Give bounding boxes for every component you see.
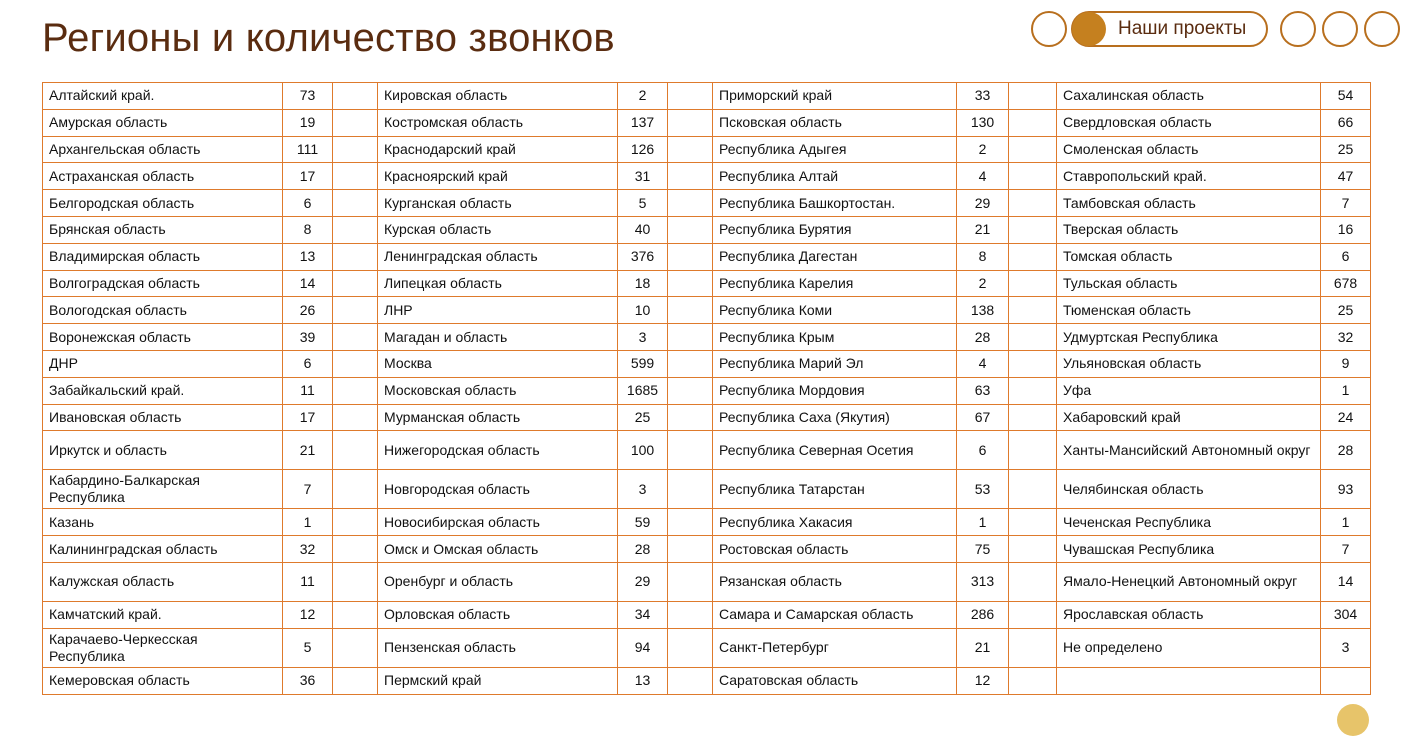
region-name: Вологодская область — [43, 297, 283, 324]
region-name: Пермский край — [378, 667, 618, 694]
spacer-cell — [333, 562, 378, 601]
call-count: 9 — [1321, 350, 1371, 377]
call-count: 313 — [957, 562, 1009, 601]
call-count: 14 — [1321, 562, 1371, 601]
call-count: 6 — [1321, 243, 1371, 270]
spacer-cell — [668, 163, 713, 190]
region-name: Тверская область — [1057, 216, 1321, 243]
region-name: Алтайский край. — [43, 83, 283, 110]
region-name: Омск и Омская область — [378, 536, 618, 563]
spacer-cell — [668, 404, 713, 431]
call-count: 26 — [283, 297, 333, 324]
call-count: 2 — [618, 83, 668, 110]
spacer-cell — [1009, 431, 1057, 470]
call-count: 19 — [283, 109, 333, 136]
region-name: Республика Адыгея — [713, 136, 957, 163]
region-name: Республика Карелия — [713, 270, 957, 297]
call-count: 3 — [618, 324, 668, 351]
spacer-cell — [1009, 377, 1057, 404]
call-count: 5 — [618, 190, 668, 217]
table-row — [43, 270, 1371, 297]
region-name: Санкт-Петербург — [713, 628, 957, 667]
spacer-cell — [333, 163, 378, 190]
spacer-cell — [1009, 109, 1057, 136]
spacer-cell — [333, 83, 378, 110]
region-name: Амурская область — [43, 109, 283, 136]
region-name: Липецкая область — [378, 270, 618, 297]
call-count: 31 — [618, 163, 668, 190]
region-name: Республика Бурятия — [713, 216, 957, 243]
region-name: Нижегородская область — [378, 431, 618, 470]
spacer-cell — [333, 270, 378, 297]
spacer-cell — [1009, 350, 1057, 377]
region-name: Республика Татарстан — [713, 470, 957, 509]
region-name: Чеченская Республика — [1057, 509, 1321, 536]
spacer-cell — [668, 350, 713, 377]
region-name: Магадан и область — [378, 324, 618, 351]
spacer-cell — [668, 136, 713, 163]
table-row — [43, 470, 1371, 509]
spacer-cell — [668, 83, 713, 110]
region-name: Новгородская область — [378, 470, 618, 509]
call-count: 32 — [1321, 324, 1371, 351]
table-row — [43, 350, 1371, 377]
region-name: Архангельская область — [43, 136, 283, 163]
region-name: Ставропольский край. — [1057, 163, 1321, 190]
region-name: Республика Саха (Якутия) — [713, 404, 957, 431]
spacer-cell — [1009, 324, 1057, 351]
region-name: Казань — [43, 509, 283, 536]
region-name: Ивановская область — [43, 404, 283, 431]
region-name: Хабаровский край — [1057, 404, 1321, 431]
table-row — [43, 324, 1371, 351]
region-name: Карачаево-Черкесская Республика — [43, 628, 283, 667]
call-count: 66 — [1321, 109, 1371, 136]
call-count: 111 — [283, 136, 333, 163]
region-name: Калининградская область — [43, 536, 283, 563]
spacer-cell — [668, 601, 713, 628]
call-count: 12 — [283, 601, 333, 628]
spacer-cell — [1009, 270, 1057, 297]
region-name: Камчатский край. — [43, 601, 283, 628]
nav-dot-1[interactable] — [1031, 11, 1067, 47]
call-count: 34 — [618, 601, 668, 628]
call-count: 376 — [618, 243, 668, 270]
region-name: Приморский край — [713, 83, 957, 110]
region-name: Ростовская область — [713, 536, 957, 563]
call-count: 14 — [283, 270, 333, 297]
spacer-cell — [333, 190, 378, 217]
spacer-cell — [668, 509, 713, 536]
region-name: Белгородская область — [43, 190, 283, 217]
table-row — [43, 536, 1371, 563]
call-count: 4 — [957, 350, 1009, 377]
table-row — [43, 163, 1371, 190]
call-count: 11 — [283, 377, 333, 404]
our-projects-label: Наши проекты — [1118, 18, 1247, 39]
call-count: 28 — [1321, 431, 1371, 470]
region-name: Республика Башкортостан. — [713, 190, 957, 217]
spacer-cell — [668, 562, 713, 601]
spacer-cell — [1009, 163, 1057, 190]
table-row — [43, 601, 1371, 628]
region-name: ДНР — [43, 350, 283, 377]
nav-dot-4[interactable] — [1364, 11, 1400, 47]
spacer-cell — [1009, 667, 1057, 694]
region-name: Воронежская область — [43, 324, 283, 351]
table-row — [43, 190, 1371, 217]
region-name: Курганская область — [378, 190, 618, 217]
table-row — [43, 562, 1371, 601]
spacer-cell — [668, 243, 713, 270]
region-name: Курская область — [378, 216, 618, 243]
region-name: Новосибирская область — [378, 509, 618, 536]
call-count: 6 — [283, 350, 333, 377]
nav-active-indicator — [1072, 12, 1106, 46]
spacer-cell — [333, 628, 378, 667]
call-count: 10 — [618, 297, 668, 324]
region-name: Удмуртская Республика — [1057, 324, 1321, 351]
region-name: Брянская область — [43, 216, 283, 243]
spacer-cell — [333, 243, 378, 270]
call-count: 21 — [957, 628, 1009, 667]
region-name: Ямало-Ненецкий Автономный округ — [1057, 562, 1321, 601]
call-count — [1321, 667, 1371, 694]
table-row — [43, 216, 1371, 243]
spacer-cell — [1009, 628, 1057, 667]
region-name: Кировская область — [378, 83, 618, 110]
call-count: 8 — [957, 243, 1009, 270]
spacer-cell — [333, 324, 378, 351]
region-name: Республика Крым — [713, 324, 957, 351]
spacer-cell — [333, 470, 378, 509]
call-count: 6 — [283, 190, 333, 217]
call-count: 7 — [1321, 536, 1371, 563]
our-projects-button[interactable] — [1071, 11, 1268, 47]
call-count: 8 — [283, 216, 333, 243]
call-count: 39 — [283, 324, 333, 351]
spacer-cell — [1009, 297, 1057, 324]
table-row — [43, 83, 1371, 110]
spacer-cell — [1009, 509, 1057, 536]
spacer-cell — [668, 216, 713, 243]
region-name: Свердловская область — [1057, 109, 1321, 136]
call-count: 36 — [283, 667, 333, 694]
call-count: 2 — [957, 270, 1009, 297]
region-name: Ульяновская область — [1057, 350, 1321, 377]
region-name: Мурманская область — [378, 404, 618, 431]
spacer-cell — [1009, 562, 1057, 601]
spacer-cell — [333, 377, 378, 404]
region-name: Республика Хакасия — [713, 509, 957, 536]
spacer-cell — [333, 431, 378, 470]
region-name: Не определено — [1057, 628, 1321, 667]
region-name: Томская область — [1057, 243, 1321, 270]
call-count: 29 — [957, 190, 1009, 217]
region-name: Чувашская Республика — [1057, 536, 1321, 563]
region-name: Краснодарский край — [378, 136, 618, 163]
table-row — [43, 431, 1371, 470]
region-name: Оренбург и область — [378, 562, 618, 601]
region-name: Тамбовская область — [1057, 190, 1321, 217]
spacer-cell — [1009, 536, 1057, 563]
call-count: 16 — [1321, 216, 1371, 243]
call-count: 40 — [618, 216, 668, 243]
page-title: Регионы и количество звонков — [42, 16, 615, 60]
region-name: Смоленская область — [1057, 136, 1321, 163]
call-count: 29 — [618, 562, 668, 601]
call-count: 63 — [957, 377, 1009, 404]
call-count: 47 — [1321, 163, 1371, 190]
spacer-cell — [333, 216, 378, 243]
call-count: 137 — [618, 109, 668, 136]
call-count: 18 — [618, 270, 668, 297]
regions-calls-table — [42, 82, 1371, 695]
call-count: 28 — [618, 536, 668, 563]
call-count: 6 — [957, 431, 1009, 470]
call-count: 11 — [283, 562, 333, 601]
region-name: Кемеровская область — [43, 667, 283, 694]
region-name: Забайкальский край. — [43, 377, 283, 404]
call-count: 59 — [618, 509, 668, 536]
region-name: Костромская область — [378, 109, 618, 136]
nav-dot-2[interactable] — [1280, 11, 1316, 47]
call-count: 3 — [1321, 628, 1371, 667]
call-count: 1685 — [618, 377, 668, 404]
spacer-cell — [333, 667, 378, 694]
region-name: Московская область — [378, 377, 618, 404]
call-count: 32 — [283, 536, 333, 563]
region-name: ЛНР — [378, 297, 618, 324]
call-count: 5 — [283, 628, 333, 667]
nav-dot-3[interactable] — [1322, 11, 1358, 47]
region-name: Республика Мордовия — [713, 377, 957, 404]
call-count: 599 — [618, 350, 668, 377]
table-row — [43, 628, 1371, 667]
region-name: Калужская область — [43, 562, 283, 601]
call-count: 93 — [1321, 470, 1371, 509]
region-name: Рязанская область — [713, 562, 957, 601]
call-count: 17 — [283, 163, 333, 190]
region-name: Самара и Самарская область — [713, 601, 957, 628]
region-name: Республика Северная Осетия — [713, 431, 957, 470]
region-name: Красноярский край — [378, 163, 618, 190]
call-count: 25 — [1321, 136, 1371, 163]
region-name: Сахалинская область — [1057, 83, 1321, 110]
call-count: 25 — [618, 404, 668, 431]
region-name: Тульская область — [1057, 270, 1321, 297]
call-count: 73 — [283, 83, 333, 110]
region-name: Волгоградская область — [43, 270, 283, 297]
call-count: 67 — [957, 404, 1009, 431]
call-count: 94 — [618, 628, 668, 667]
region-name: Ярославская область — [1057, 601, 1321, 628]
region-name: Астраханская область — [43, 163, 283, 190]
spacer-cell — [668, 324, 713, 351]
spacer-cell — [333, 404, 378, 431]
region-name: Челябинская область — [1057, 470, 1321, 509]
region-name: Уфа — [1057, 377, 1321, 404]
region-name: Республика Дагестан — [713, 243, 957, 270]
table-row — [43, 243, 1371, 270]
table-row — [43, 667, 1371, 694]
region-name: Республика Коми — [713, 297, 957, 324]
spacer-cell — [333, 136, 378, 163]
region-name: Иркутск и область — [43, 431, 283, 470]
region-name: Ханты-Мансийский Автономный округ — [1057, 431, 1321, 470]
call-count: 678 — [1321, 270, 1371, 297]
call-count: 53 — [957, 470, 1009, 509]
region-name: Тюменская область — [1057, 297, 1321, 324]
spacer-cell — [668, 377, 713, 404]
call-count: 100 — [618, 431, 668, 470]
spacer-cell — [668, 470, 713, 509]
region-name: Саратовская область — [713, 667, 957, 694]
region-name — [1057, 667, 1321, 694]
call-count: 75 — [957, 536, 1009, 563]
spacer-cell — [333, 297, 378, 324]
region-name: Орловская область — [378, 601, 618, 628]
call-count: 7 — [1321, 190, 1371, 217]
call-count: 24 — [1321, 404, 1371, 431]
call-count: 3 — [618, 470, 668, 509]
region-name: Псковская область — [713, 109, 957, 136]
logo-emblem — [1337, 704, 1369, 736]
call-count: 126 — [618, 136, 668, 163]
call-count: 2 — [957, 136, 1009, 163]
spacer-cell — [1009, 470, 1057, 509]
region-name: Пензенская область — [378, 628, 618, 667]
table-row — [43, 297, 1371, 324]
spacer-cell — [1009, 601, 1057, 628]
call-count: 54 — [1321, 83, 1371, 110]
spacer-cell — [333, 601, 378, 628]
call-count: 28 — [957, 324, 1009, 351]
call-count: 1 — [1321, 377, 1371, 404]
region-name: Ленинградская область — [378, 243, 618, 270]
call-count: 13 — [283, 243, 333, 270]
spacer-cell — [668, 667, 713, 694]
spacer-cell — [1009, 83, 1057, 110]
call-count: 17 — [283, 404, 333, 431]
spacer-cell — [333, 509, 378, 536]
spacer-cell — [668, 431, 713, 470]
spacer-cell — [1009, 243, 1057, 270]
call-count: 304 — [1321, 601, 1371, 628]
spacer-cell — [668, 270, 713, 297]
table-row — [43, 377, 1371, 404]
spacer-cell — [1009, 404, 1057, 431]
call-count: 1 — [1321, 509, 1371, 536]
table-row — [43, 509, 1371, 536]
region-name: Москва — [378, 350, 618, 377]
spacer-cell — [668, 536, 713, 563]
spacer-cell — [668, 190, 713, 217]
call-count: 130 — [957, 109, 1009, 136]
call-count: 1 — [957, 509, 1009, 536]
call-count: 21 — [957, 216, 1009, 243]
spacer-cell — [668, 109, 713, 136]
spacer-cell — [1009, 216, 1057, 243]
call-count: 13 — [618, 667, 668, 694]
call-count: 138 — [957, 297, 1009, 324]
spacer-cell — [333, 109, 378, 136]
table-row — [43, 109, 1371, 136]
region-name: Республика Марий Эл — [713, 350, 957, 377]
region-name: Республика Алтай — [713, 163, 957, 190]
spacer-cell — [668, 297, 713, 324]
call-count: 12 — [957, 667, 1009, 694]
call-count: 1 — [283, 509, 333, 536]
spacer-cell — [1009, 136, 1057, 163]
call-count: 21 — [283, 431, 333, 470]
table-row — [43, 136, 1371, 163]
region-name: Владимирская область — [43, 243, 283, 270]
call-count: 7 — [283, 470, 333, 509]
spacer-cell — [1009, 190, 1057, 217]
call-count: 25 — [1321, 297, 1371, 324]
call-count: 4 — [957, 163, 1009, 190]
table-row — [43, 404, 1371, 431]
region-name: Кабардино-Балкарская Республика — [43, 470, 283, 509]
spacer-cell — [668, 628, 713, 667]
call-count: 286 — [957, 601, 1009, 628]
call-count: 33 — [957, 83, 1009, 110]
spacer-cell — [333, 350, 378, 377]
spacer-cell — [333, 536, 378, 563]
